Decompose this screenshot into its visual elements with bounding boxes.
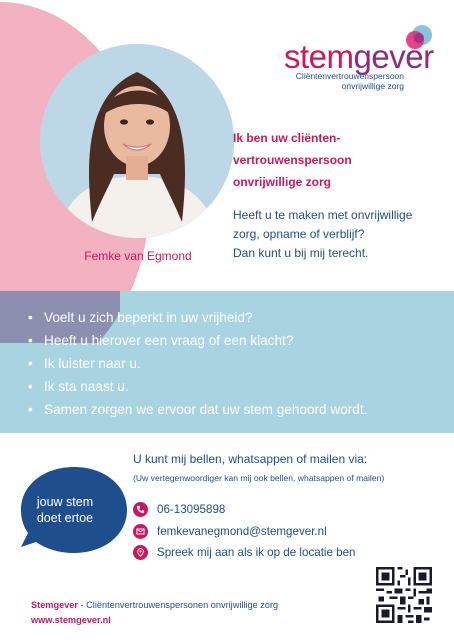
list-item: • Voelt u zich beperkt in uw vrijheid? [28,306,367,329]
logo-stem: stem [284,38,354,75]
logo-subtitle-2: onvrijwillige zorg [341,81,404,91]
list-item: • Ik luister naar u. [28,352,367,375]
mail-icon [133,524,148,539]
intro-line: vertrouwenspersoon [233,153,352,167]
bubble-line: jouw stem [36,495,94,509]
list-item: • Heeft u hierover een vraag of een klacht? [28,329,367,352]
profile-photo [40,44,234,238]
logo-gever: gever [353,38,434,75]
intro-heading [233,127,443,193]
bullet-list [28,306,367,421]
contact-location-row [133,545,356,560]
bubble-line: doet ertoe [36,511,94,525]
contact-email-row[interactable] [133,524,327,539]
location-text: Spreek mij aan als ik op de locatie ben [157,546,356,559]
logo-subtitle-1: Cliëntenvertrouwenspersoon [295,71,404,81]
contact-phone-row[interactable] [133,502,225,517]
body-line: zorg, opname of verblijf? [233,227,365,241]
stemgever-logo [252,22,442,92]
speech-bubble-text [19,494,111,526]
footer-tagline [31,600,278,610]
email-address[interactable]: femkevanegmond@stemgever.nl [157,525,327,538]
body-line: Dan kunt u bij mij terecht. [233,246,369,260]
person-name: Femke van Egmond [84,249,192,263]
portrait-photo-icon [40,44,234,238]
contact-heading: U kunt mij bellen, whatsappen of mailen via: [133,452,368,466]
phone-icon [133,502,148,517]
footer-url[interactable]: www.stemgever.nl [31,615,111,625]
list-item: • Samen zorgen we ervoor dat uw stem gehoord wordt. [28,398,367,421]
footer-tagline-text: - Cliëntenvertrouwenspersonen onvrijwillige zorg [77,600,279,610]
logo-wordmark [284,40,434,73]
intro-body [233,206,448,263]
qr-code-icon[interactable] [376,567,432,623]
phone-number[interactable]: 06-13095898 [157,503,226,516]
contact-note: (Uw vertegenwoordiger kan mij ook bellen, whatsappen of mailen) [133,473,385,483]
body-line: Heeft u te maken met onvrijwillige [233,208,413,222]
list-item: • Ik sta naast u. [28,375,367,398]
intro-line: onvrijwillige zorg [233,175,332,189]
intro-line: Ik ben uw cliënten- [233,131,341,145]
location-icon [133,545,148,560]
footer-brand: Stemgever [31,600,78,610]
